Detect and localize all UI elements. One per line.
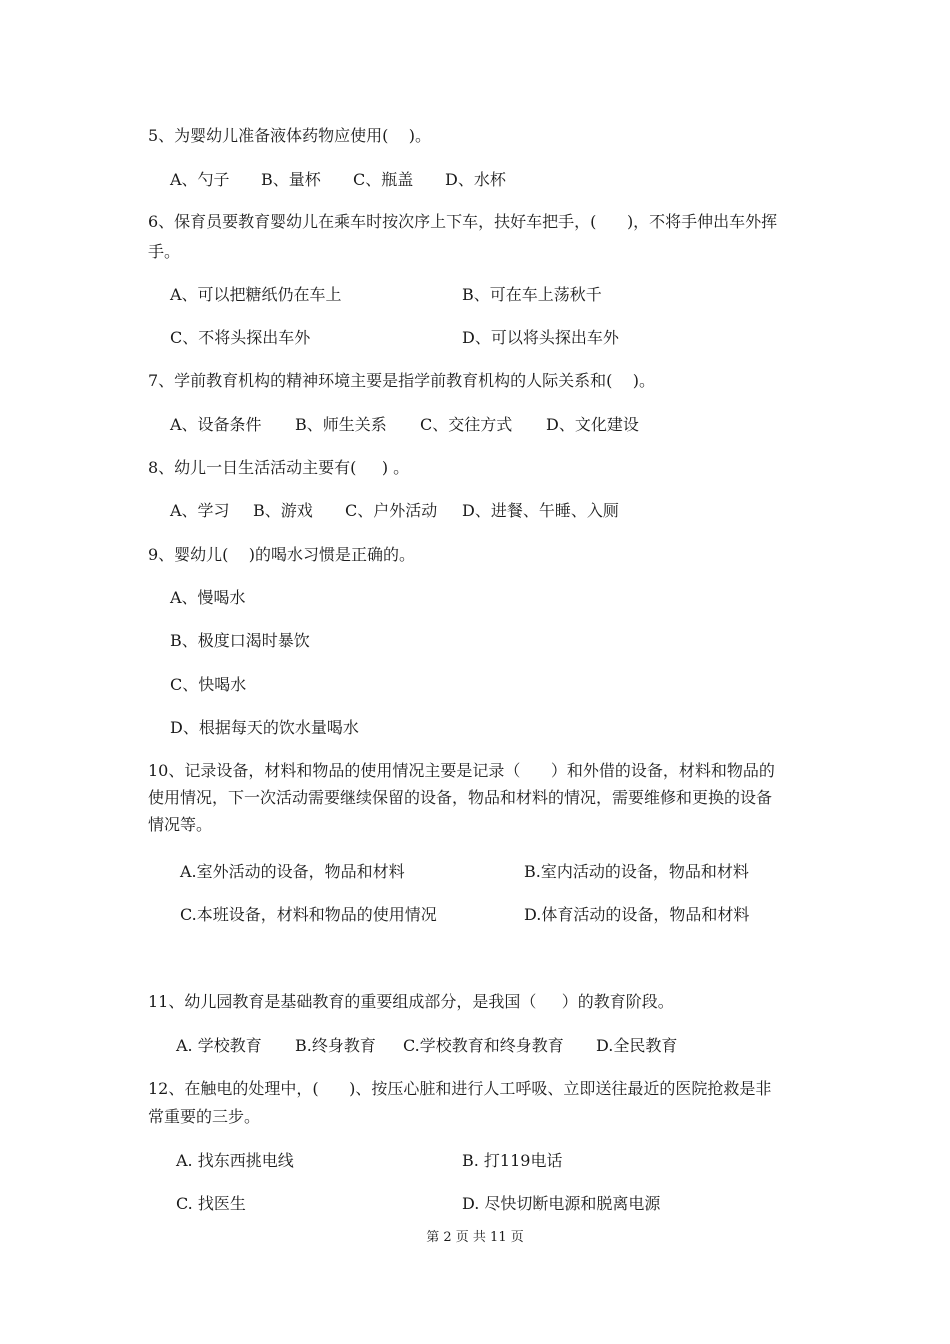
question-7-stem: 7、学前教育机构的精神环境主要是指学前教育机构的人际关系和( )。 xyxy=(148,371,656,390)
q10-option-c: C.本班设备，材料和物品的使用情况 xyxy=(180,905,437,924)
q9-option-a: A、慢喝水 xyxy=(170,588,246,607)
q7-option-c: C、交往方式 xyxy=(420,415,513,434)
q8-option-b: B、游戏 xyxy=(253,501,313,520)
q5-option-a: A、勺子 xyxy=(170,170,230,189)
question-8-stem: 8、幼儿一日生活活动主要有( ) 。 xyxy=(148,458,410,477)
question-10-stem-line-2: 使用情况，下一次活动需要继续保留的设备，物品和材料的情况，需要维修和更换的设备 xyxy=(148,788,773,807)
q11-option-d: D.全民教育 xyxy=(596,1036,678,1055)
q9-option-c: C、快喝水 xyxy=(170,675,247,694)
question-10-stem-line-3: 情况等。 xyxy=(148,815,213,834)
question-10-stem-line-1: 10、记录设备，材料和物品的使用情况主要是记录（ ）和外借的设备，材料和物品的 xyxy=(148,761,775,780)
q8-option-a: A、学习 xyxy=(170,501,230,520)
q7-option-b: B、师生关系 xyxy=(295,415,387,434)
q5-option-b: B、量杯 xyxy=(261,170,321,189)
q12-option-a: A. 找东西挑电线 xyxy=(176,1151,294,1170)
question-6-stem-line-1: 6、保育员要教育婴幼儿在乘车时按次序上下车，扶好车把手，( )，不将手伸出车外挥 xyxy=(148,212,778,231)
question-11-stem: 11、幼儿园教育是基础教育的重要组成部分，是我国（ ）的教育阶段。 xyxy=(148,992,674,1011)
question-6-stem-line-2: 手。 xyxy=(148,242,181,261)
q9-option-d: D、根据每天的饮水量喝水 xyxy=(170,718,359,737)
q12-option-d: D. 尽快切断电源和脱离电源 xyxy=(462,1194,661,1213)
q7-option-a: A、设备条件 xyxy=(170,415,262,434)
q6-option-a: A、可以把糖纸仍在车上 xyxy=(170,285,342,304)
q10-option-b: B.室内活动的设备，物品和材料 xyxy=(524,862,749,881)
q6-option-d: D、可以将头探出车外 xyxy=(462,328,619,347)
q8-option-c: C、户外活动 xyxy=(345,501,438,520)
q11-option-c: C.学校教育和终身教育 xyxy=(403,1036,564,1055)
q9-option-b: B、极度口渴时暴饮 xyxy=(170,631,310,650)
q7-option-d: D、文化建设 xyxy=(546,415,639,434)
question-12-stem-line-2: 常重要的三步。 xyxy=(148,1107,261,1126)
q10-option-d: D.体育活动的设备，物品和材料 xyxy=(524,905,750,924)
question-5-stem: 5、为婴幼儿准备液体药物应使用( )。 xyxy=(148,126,432,145)
page-number-footer: 第 2 页 共 11 页 xyxy=(426,1230,524,1245)
q8-option-d: D、进餐、午睡、入厕 xyxy=(462,501,619,520)
q6-option-c: C、不将头探出车外 xyxy=(170,328,311,347)
q11-option-b: B.终身教育 xyxy=(295,1036,376,1055)
q12-option-c: C. 找医生 xyxy=(176,1194,246,1213)
question-12-stem-line-1: 12、在触电的处理中，( )、按压心脏和进行人工呼吸、立即送往最近的医院抢救是非 xyxy=(148,1079,772,1098)
q12-option-b: B. 打119电话 xyxy=(462,1151,563,1170)
q6-option-b: B、可在车上荡秋千 xyxy=(462,285,602,304)
q5-option-c: C、瓶盖 xyxy=(353,170,414,189)
question-9-stem: 9、婴幼儿( )的喝水习惯是正确的。 xyxy=(148,545,416,564)
q10-option-a: A.室外活动的设备，物品和材料 xyxy=(180,862,405,881)
q11-option-a: A. 学校教育 xyxy=(176,1036,262,1055)
q5-option-d: D、水杯 xyxy=(445,170,506,189)
